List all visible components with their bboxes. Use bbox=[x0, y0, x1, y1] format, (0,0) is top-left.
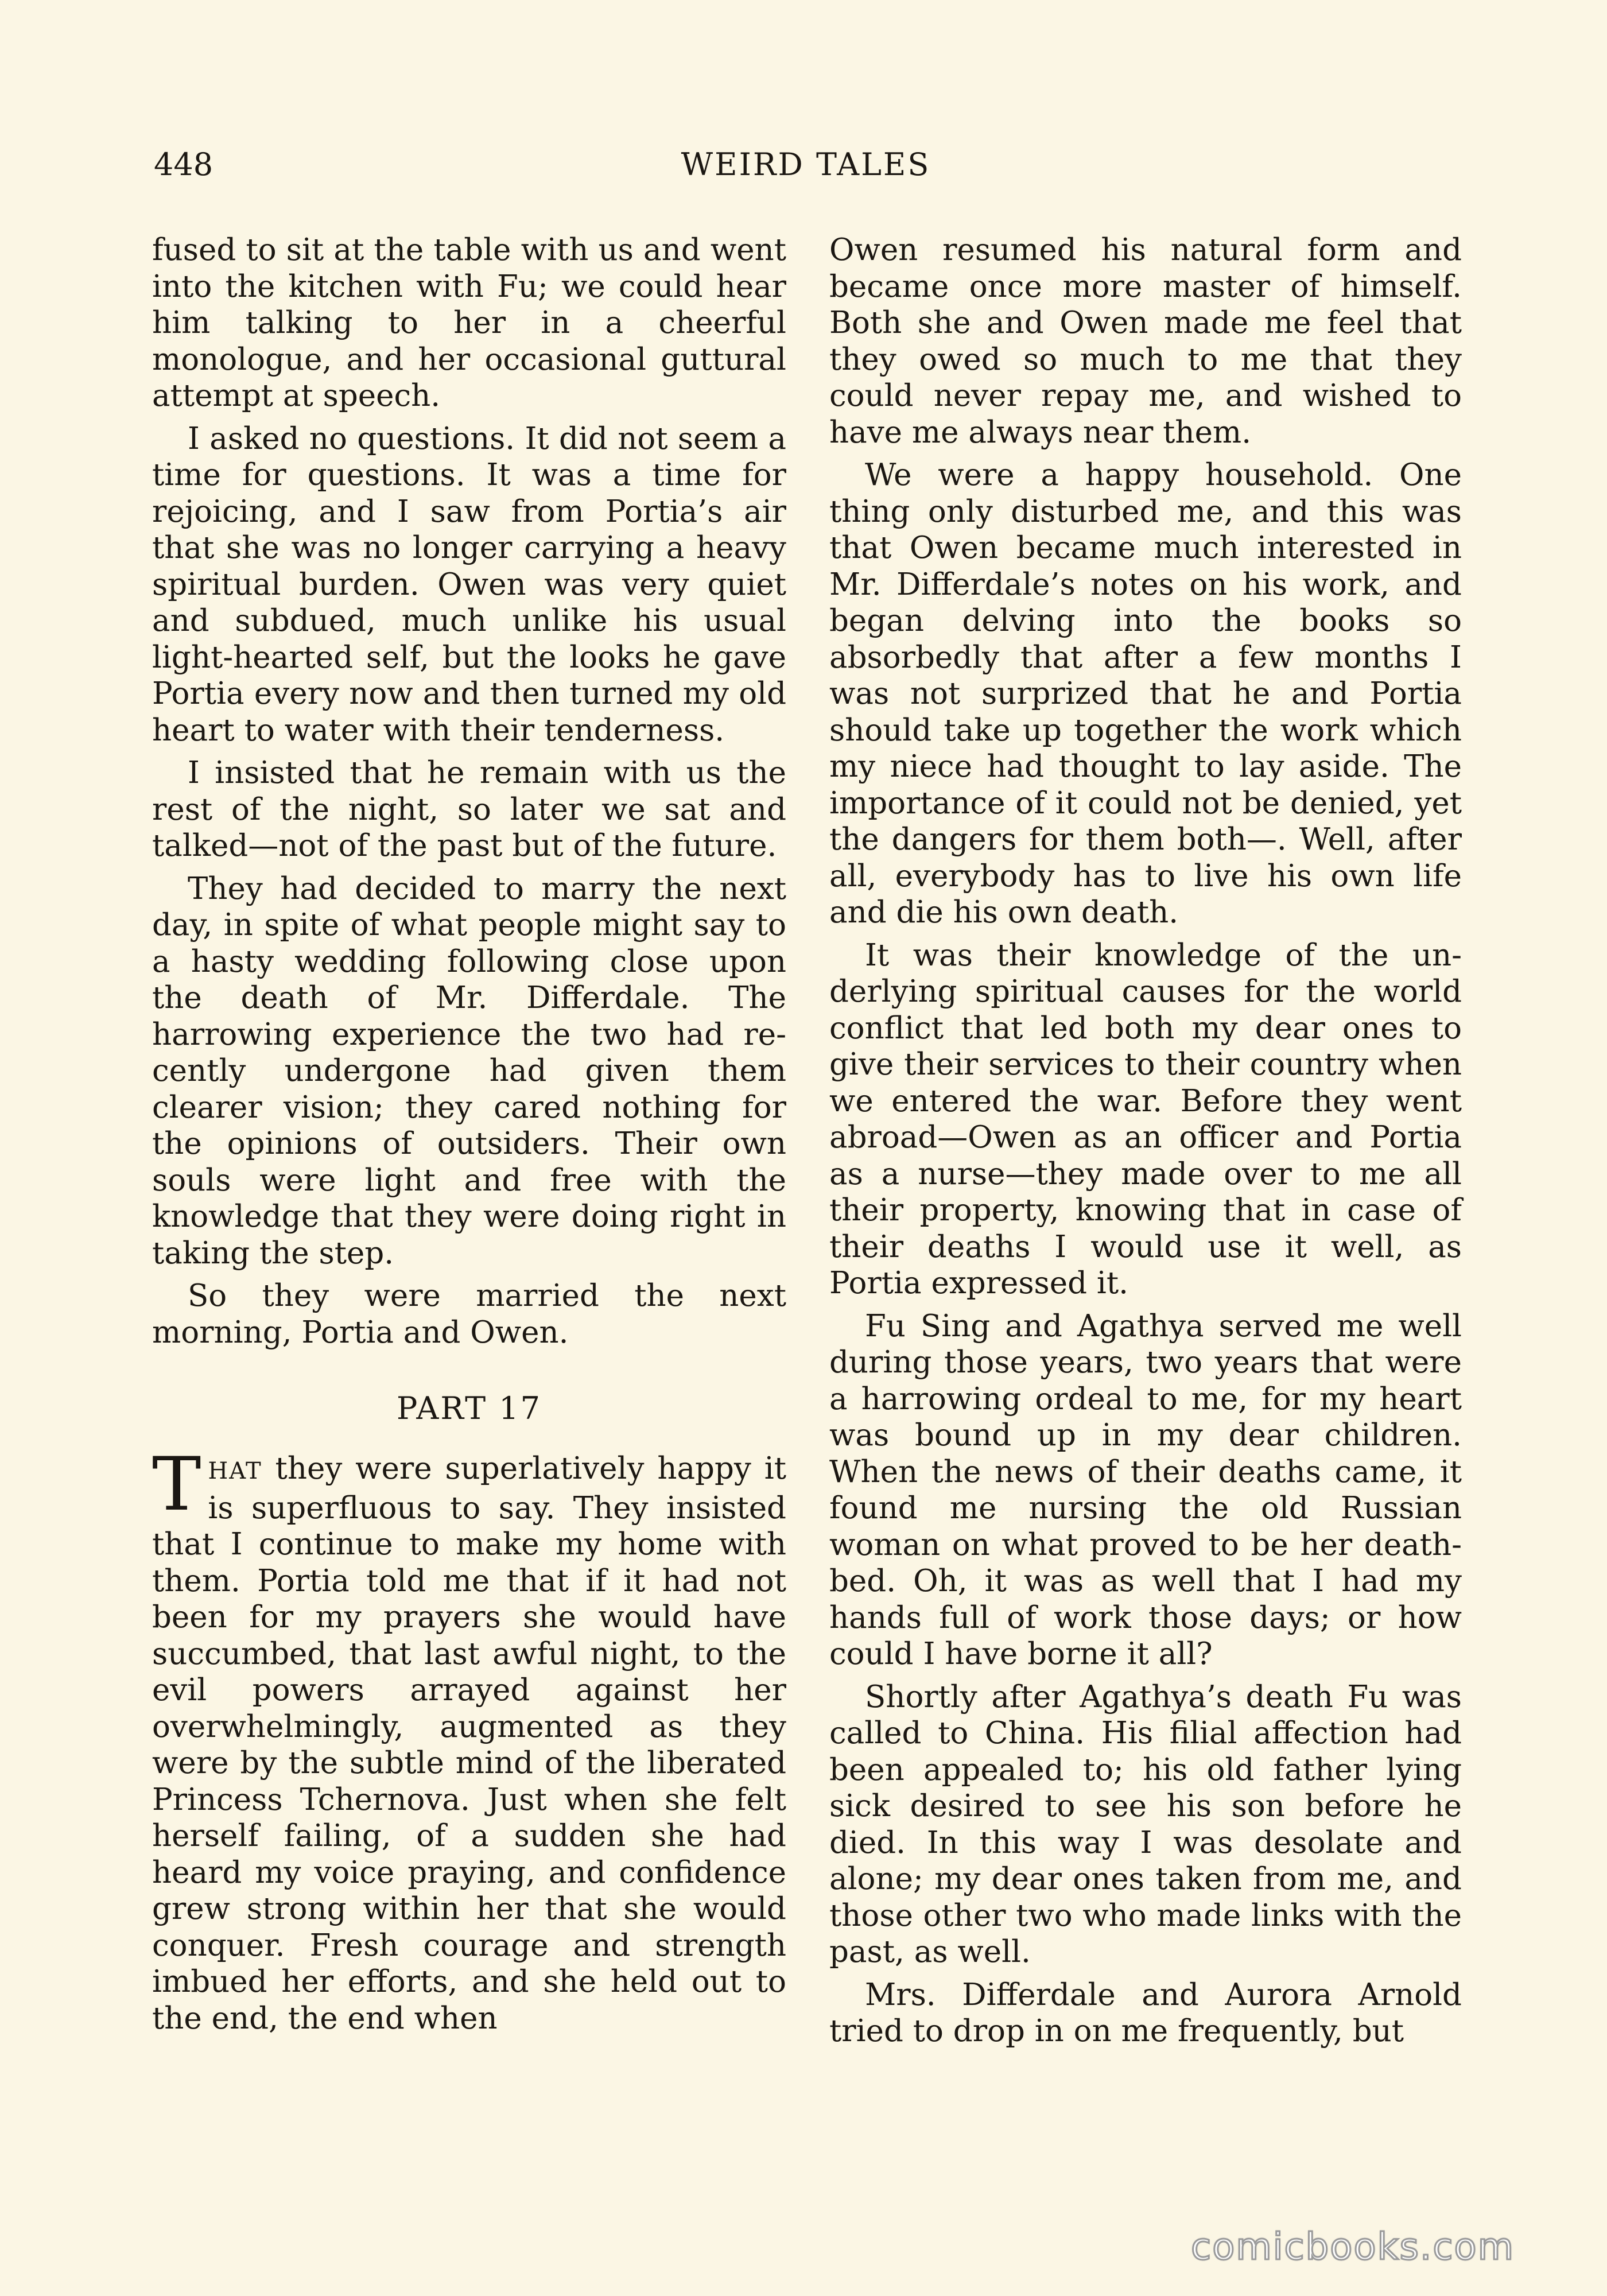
page-number: 448 bbox=[154, 146, 214, 183]
running-title: WEIRD TALES bbox=[681, 146, 931, 183]
paragraph: fused to sit at the table with us and went into the kitchen with Fu; we could hear him talking to her in a cheerful monologue, and her occasional guttural attempt at speech. bbox=[152, 232, 786, 413]
part-heading: PART 17 bbox=[397, 1390, 542, 1426]
paragraph: So they were married the next morning, Portia and Owen. bbox=[152, 1278, 786, 1350]
paragraph: Fu Sing and Agathya served me well during those years, two years that were a harrowing ordeal to me, for my heart was bound up in my dear children. When the news of their deaths came, it found me nursing the old Russian woman on what proved to be her death-bed. Oh, it was as well that I had my hands full of work those days; or how could I have borne it all? bbox=[829, 1308, 1462, 1671]
small-caps-lead: HAT bbox=[208, 1458, 262, 1484]
dropcap-paragraph-text: they were superlatively happy it is superfluous to say. They insisted that I continue to make my home with them. Portia told me that if it had not been for my prayers she would have succumbed, that last awful night, to the evil powers arrayed against her overwhelmingly, augmented as they were by the subtle mind of the liberated Princess Tchernova. Just when she felt herself failing, of a sudden she had heard my voice praying, and confidence grew strong within her that she would conquer. Fresh courage and strength imbued her efforts, and she held out to the end, the end when bbox=[152, 1451, 786, 2036]
paragraph: Owen resumed his natural form and became once more master of himself. Both she and Owen made me feel that they owed so much to me that they could never repay me, and wished to have me always near them. bbox=[829, 232, 1462, 450]
paragraph: It was their knowledge of the underlying spiritual causes for the world conflict that led both my dear ones to give their services to their country when we entered the war. Before they went abroad—Owen as an officer and Portia as a nurse—they made over to me all their property, knowing that in case of their deaths I would use it well, as Portia expressed it. bbox=[829, 937, 1462, 1301]
watermark: comicbooks.com bbox=[1191, 2226, 1515, 2268]
drop-cap: T bbox=[152, 1442, 201, 1527]
paragraph: They had decided to marry the next day, in spite of what people might say to a hasty wedding following close upon the death of Mr. Differdale. The harrowing experience the two had recently undergone had given them clearer vision; they cared nothing for the opinions of outsiders. Their own souls were light and free with the knowledge that they were doing right in taking the step. bbox=[152, 871, 786, 1271]
paragraph: Shortly after Agathya’s death Fu was called to China. His filial affection had been appealed to; his old father lying sick desired to see his son before he died. In this way I was desolate and alone; my dear ones taken from me, and those other two who made links with the past, as well. bbox=[829, 1679, 1462, 1969]
paragraph: I asked no questions. It did not seem a time for questions. It was a time for rejoicing, and I saw from Portia’s air that she was no longer carrying a heavy spiritual burden. Owen was very quiet and subdued, much unlike his usual light-hearted self, but the looks he gave Portia every now and then turned my old heart to water with their tenderness. bbox=[152, 421, 786, 748]
paragraph: We were a happy household. One thing only disturbed me, and this was that Owen became much interested in Mr. Differdale’s notes on his work, and began delving into the books so absorbedly that after a few months I was not surprized that he and Portia should take up together the work which my niece had thought to lay aside. The importance of it could not be denied, yet the dangers for them both—. Well, after all, everybody has to live his own life and die his own death. bbox=[829, 457, 1462, 930]
dropcap-paragraph bbox=[152, 1442, 786, 2037]
right-column bbox=[829, 232, 1462, 2056]
page-header bbox=[154, 145, 1458, 185]
paragraph: Mrs. Differdale and Aurora Arnold tried to drop in on me frequently, but bbox=[829, 1977, 1462, 2049]
paragraph: I insisted that he remain with us the rest of the night, so later we sat and talked—not of the past but of the future. bbox=[152, 755, 786, 863]
left-column bbox=[152, 232, 786, 2043]
